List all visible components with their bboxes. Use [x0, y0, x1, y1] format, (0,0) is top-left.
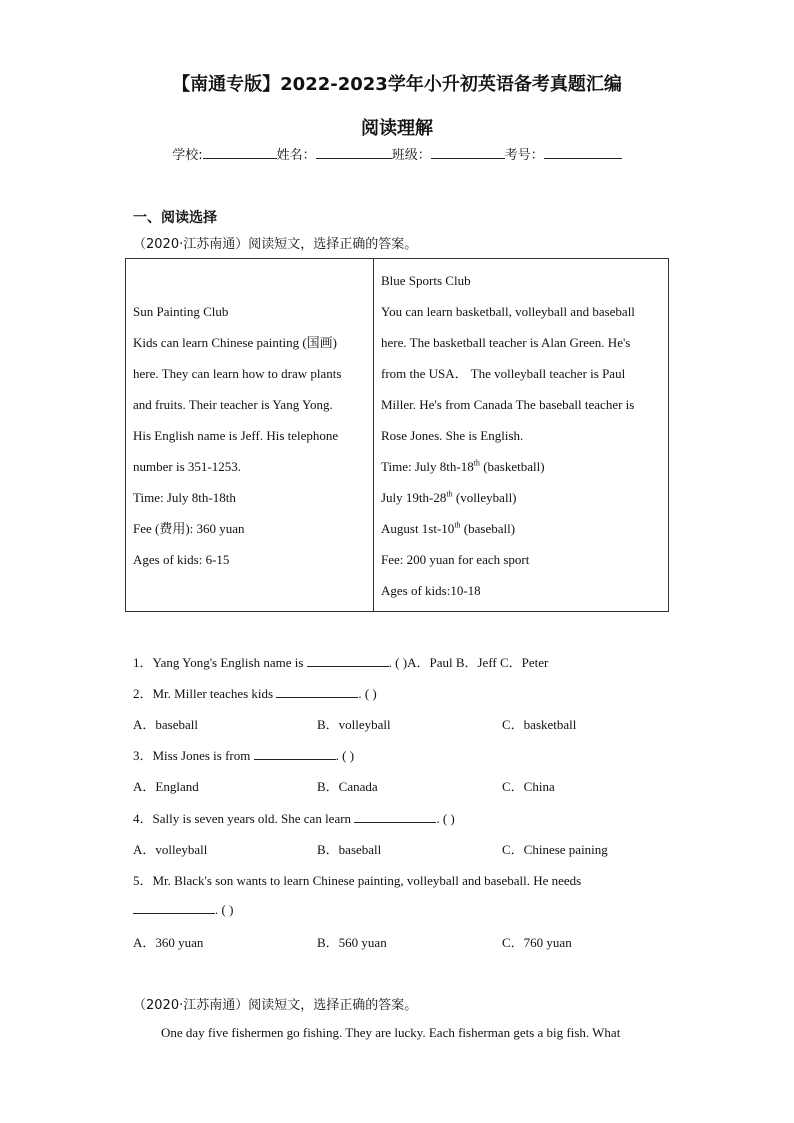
option-c[interactable]: C．basketball: [502, 717, 577, 732]
option-a[interactable]: A．England: [133, 779, 199, 794]
name-label: 姓名：: [276, 148, 316, 163]
class-label: 班级：: [391, 148, 431, 163]
school-label: 学校:: [172, 148, 203, 163]
option-a[interactable]: A．volleyball: [133, 842, 208, 857]
passage-source-2: （2020·江苏南通）阅读短文，选择正确的答案。: [133, 998, 418, 1013]
question-5: 5．Mr. Black's son wants to learn Chinese painting, volleyball and baseball. He needs: [133, 873, 582, 888]
answer-blank[interactable]: [276, 685, 358, 698]
option-b[interactable]: B．Canada: [317, 779, 378, 794]
option-a[interactable]: A．baseball: [133, 717, 198, 732]
schedule-text: (volleyball): [452, 490, 517, 505]
question-text: 2．Mr. Miller teaches kids: [133, 686, 274, 701]
clubs-table: [125, 258, 669, 612]
schedule-text: July 19th-28: [381, 490, 447, 505]
option-c[interactable]: C．760 yuan: [502, 935, 572, 950]
question-text: . ( ): [215, 902, 234, 917]
schedule-text: (basketball): [479, 459, 545, 474]
table-text-line: Ages of kids: 6-15: [133, 552, 230, 567]
option-b[interactable]: B．baseball: [317, 842, 382, 857]
ordinal-suffix: th: [454, 520, 461, 530]
answer-blank[interactable]: [133, 901, 215, 914]
question-text: . ( ): [436, 811, 455, 826]
name-blank[interactable]: [316, 146, 392, 159]
school-blank[interactable]: [203, 146, 277, 159]
question-text: . ( ): [358, 686, 377, 701]
table-text-line: from the USA． The volleyball teacher is Paul: [381, 366, 626, 381]
table-text-line: here. The basketball teacher is Alan Green. He's: [381, 335, 631, 350]
answer-blank[interactable]: [307, 654, 389, 667]
schedule-text: (baseball): [460, 521, 516, 536]
table-text-line: Kids can learn Chinese painting (国画): [133, 335, 337, 350]
table-text-line: Rose Jones. She is English.: [381, 428, 524, 443]
question-4: [133, 808, 455, 827]
table-text-line: You can learn basketball, volleyball and baseball: [381, 304, 635, 319]
question-2: [133, 683, 377, 702]
question-5-continued: [133, 901, 233, 918]
option-b[interactable]: B．volleyball: [317, 717, 391, 732]
page-subtitle: 阅读理解: [361, 118, 433, 139]
table-text-line: number is 351-1253.: [133, 459, 241, 474]
question-text: . ( )A．Paul B．Jeff C．Peter: [388, 655, 549, 670]
table-text-line: Time: July 8th-18th: [133, 490, 236, 505]
table-text-line: [374, 451, 668, 482]
page-title: 【南通专版】2022-2023学年小升初英语备考真题汇编: [172, 74, 622, 95]
table-text-line: Ages of kids:10-18: [381, 583, 481, 598]
passage-source: （2020·江苏南通）阅读短文，选择正确的答案。: [133, 237, 418, 252]
exam-number-blank[interactable]: [544, 146, 622, 159]
table-text-line: here. They can learn how to draw plants: [133, 366, 342, 381]
table-text-line: [374, 513, 668, 544]
table-text-line: Fee (费用): 360 yuan: [133, 521, 245, 536]
question-3: [133, 745, 354, 764]
question-text: 1．Yang Yong's English name is: [133, 655, 304, 670]
question-text: 3．Miss Jones is from: [133, 748, 251, 763]
sun-painting-club-cell: [126, 259, 374, 612]
option-c[interactable]: C．Chinese paining: [502, 842, 608, 857]
passage-text: One day five fishermen go fishing. They are lucky. Each fisherman gets a big fish. What: [161, 1025, 621, 1040]
question-1: [133, 652, 548, 671]
option-a[interactable]: A．360 yuan: [133, 935, 204, 950]
schedule-text: August 1st-10: [381, 521, 455, 536]
answer-blank[interactable]: [254, 747, 336, 760]
exam-number-label: 考号：: [504, 148, 544, 163]
option-c[interactable]: C．China: [502, 779, 555, 794]
ordinal-suffix: th: [446, 489, 453, 499]
student-info-line: [0, 144, 794, 163]
section-heading: 一、阅读选择: [133, 210, 217, 226]
schedule-text: Time: July 8th-18: [381, 459, 474, 474]
ordinal-suffix: th: [473, 458, 480, 468]
question-text: 4．Sally is seven years old. She can learn: [133, 811, 352, 826]
table-text-line: His English name is Jeff. His telephone: [133, 428, 339, 443]
question-text: . ( ): [335, 748, 355, 763]
table-text-line: Miller. He's from Canada The baseball teacher is: [381, 397, 635, 412]
class-blank[interactable]: [431, 146, 505, 159]
table-text-line: and fruits. Their teacher is Yang Yong.: [133, 397, 333, 412]
answer-blank[interactable]: [354, 810, 436, 823]
option-b[interactable]: B．560 yuan: [317, 935, 387, 950]
table-text-line: Fee: 200 yuan for each sport: [381, 552, 530, 567]
blue-sports-club-cell: [374, 259, 669, 612]
club-name: Blue Sports Club: [381, 273, 471, 288]
club-name: Sun Painting Club: [133, 304, 229, 319]
table-text-line: [374, 482, 668, 513]
